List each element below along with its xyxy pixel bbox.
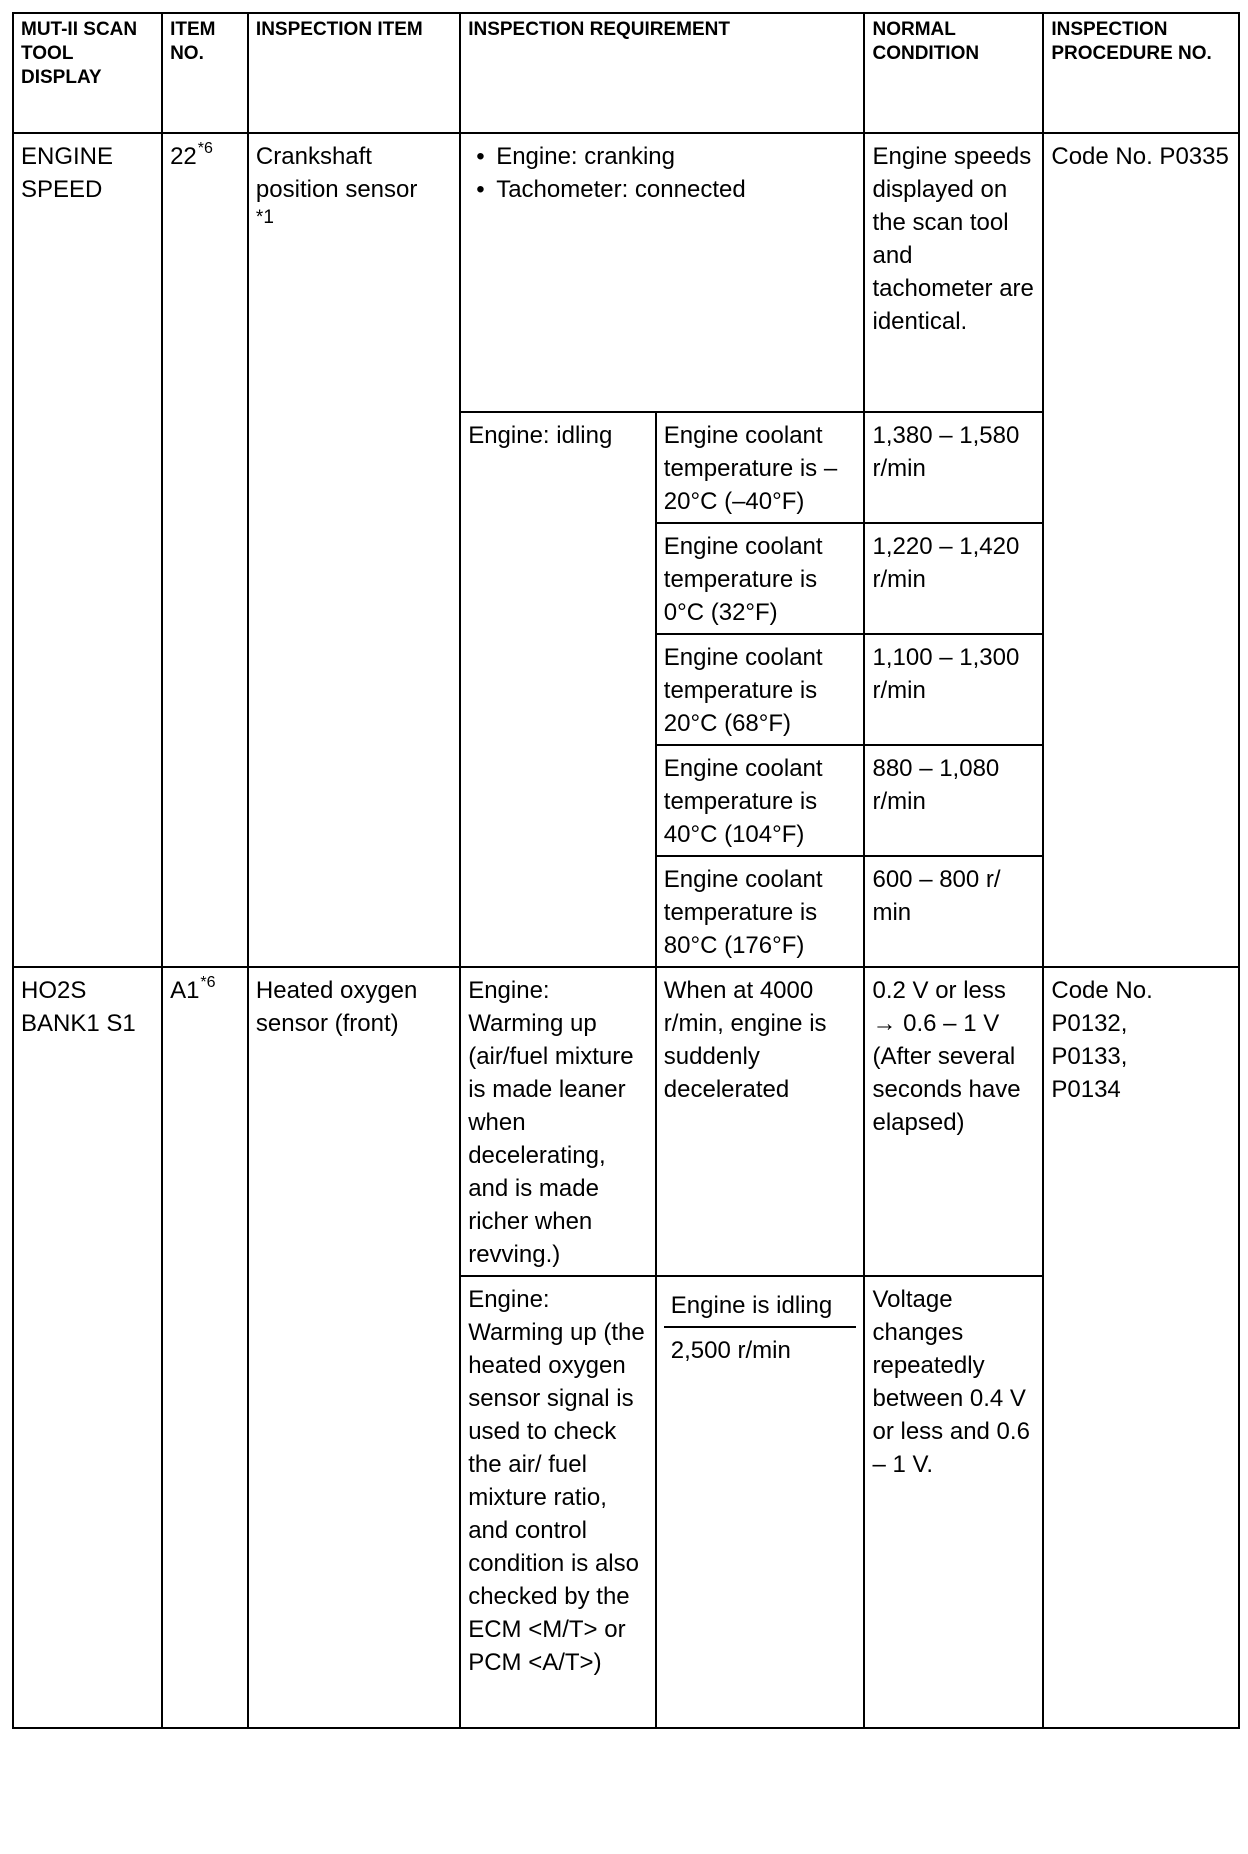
ho2s-normal-feedback: Voltage changes repeatedly between 0.4 V or less and 0.6 – 1 V. — [864, 1276, 1043, 1728]
condition-idling: Engine is idling — [664, 1283, 857, 1328]
idling-requirement: Engine: idling — [460, 412, 656, 967]
idling-condition: Engine coolant temperature is 0°C (32°F) — [656, 523, 865, 634]
idling-normal: 880 – 1,080 r/min — [864, 745, 1043, 856]
header-normal-condition: NORMAL CONDITION — [864, 13, 1043, 133]
ho2s-requirement-feedback: Engine: Warming up (the heated oxygen sensor signal is used to check the air/ fuel mixture ratio, and control condition is also checked by the ECM <M/T> or PCM <A/T>) — [460, 1276, 656, 1728]
list-item: • Engine: cranking — [468, 140, 856, 173]
header-inspection-item: INSPECTION ITEM — [248, 13, 460, 133]
cranking-normal-condition: Engine speeds displayed on the scan tool and tachometer are identical. — [864, 133, 1043, 412]
cranking-requirement — [460, 133, 864, 412]
header-display: MUT-II SCAN TOOL DISPLAY — [13, 13, 162, 133]
ho2s-condition-decel: When at 4000 r/min, engine is suddenly decelerated — [656, 967, 865, 1276]
ho2s-normal-decel: 0.2 V or less → 0.6 – 1 V (After several seconds have elapsed) — [864, 967, 1043, 1276]
idling-normal: 600 – 800 r/ min — [864, 856, 1043, 967]
condition-2500-rpm: 2,500 r/min — [670, 1337, 791, 1364]
ho2s-requirement-decel: Engine: Warming up (air/fuel mixture is made leaner when decelerating, and is made richer when revving.) — [460, 967, 656, 1276]
ho2s-procedure: Code No. P0132, P0133, P0134 — [1043, 967, 1239, 1728]
idling-condition: Engine coolant temperature is 40°C (104°F) — [656, 745, 865, 856]
engine-speed-item-no: 22$^{*6}$ — [162, 133, 248, 967]
idling-condition: Engine coolant temperature is 80°C (176°F) — [656, 856, 865, 967]
idling-condition: Engine coolant temperature is –20°C (–40°F) — [656, 412, 865, 523]
cranking-bullet-list — [468, 140, 856, 206]
idling-normal: 1,220 – 1,420 r/min — [864, 523, 1043, 634]
engine-speed-display: ENGINE SPEED — [13, 133, 162, 967]
table-row — [13, 133, 1239, 412]
header-row — [13, 13, 1239, 133]
engine-speed-procedure: Code No. P0335 — [1043, 133, 1239, 967]
idling-condition: Engine coolant temperature is 20°C (68°F) — [656, 634, 865, 745]
ho2s-display: HO2S BANK1 S1 — [13, 967, 162, 1728]
inspection-table — [12, 12, 1240, 1729]
inspection-item-text: Crankshaft position sensor — [255, 143, 418, 203]
idling-normal: 1,100 – 1,300 r/min — [864, 634, 1043, 745]
list-item: • Tachometer: connected — [468, 173, 856, 206]
header-procedure-no: INSPECTION PROCEDURE NO. — [1043, 13, 1239, 133]
table-row — [13, 967, 1239, 1276]
ho2s-condition-feedback — [656, 1276, 865, 1728]
ho2s-item-no: A1$^{*6}$ — [162, 967, 248, 1728]
header-requirement: INSPECTION REQUIREMENT — [460, 13, 864, 133]
ho2s-inspection-item: Heated oxygen sensor (front) — [248, 967, 460, 1728]
idling-normal: 1,380 – 1,580 r/min — [864, 412, 1043, 523]
engine-speed-inspection-item — [248, 133, 460, 967]
header-item-no: ITEM NO. — [162, 13, 248, 133]
inspection-item-footnote: *1 — [255, 207, 274, 228]
